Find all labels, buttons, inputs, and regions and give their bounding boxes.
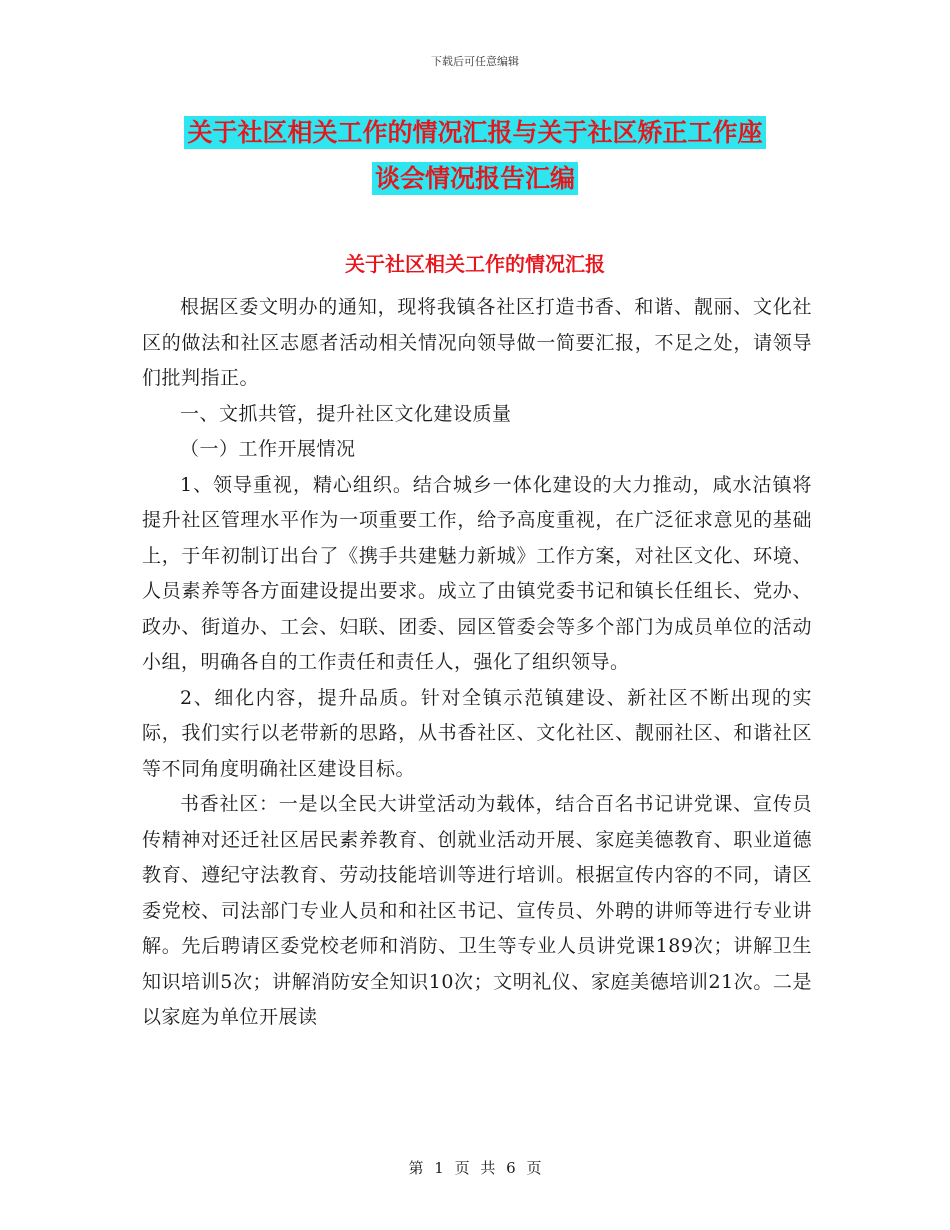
document-title-line-2: 谈会情况报告汇编 bbox=[372, 162, 578, 195]
document-body bbox=[142, 290, 812, 1036]
page-footer: 第 1 页 共 6 页 bbox=[408, 1159, 542, 1177]
paragraph: （一）工作开展情况 bbox=[180, 438, 356, 460]
document-title bbox=[0, 110, 950, 202]
paragraph: 2、细化内容，提升品质。针对全镇示范镇建设、新社区不断出现的实际，我们实行以老带新的思路，从书香社区、文化社区、靓丽社区、和谐社区等不同角度明确社区建设目标。 bbox=[142, 686, 812, 780]
paragraph: 根据区委文明办的通知，现将我镇各社区打造书香、和谐、靓丽、文化社区的做法和社区志愿者活动相关情况向领导做一简要汇报，不足之处，请领导们批判指正。 bbox=[142, 296, 812, 389]
header-note: 下载后可任意编辑 bbox=[431, 55, 519, 68]
section-title: 关于社区相关工作的情况汇报 bbox=[345, 252, 605, 276]
paragraph: 1、领导重视，精心组织。结合城乡一体化建设的大力推动，咸水沽镇将提升社区管理水平作为一项重要工作，给予高度重视，在广泛征求意见的基础上，于年初制订出台了《携手共建魅力新城》工作方案，对社区文化、环境、人员素养等各方面建设提出要求。成立了由镇党委书记和镇长任组长、党办、政办、街道办、工会、妇联、团委、园区管委会等多个部门为成员单位的活动小组，明确各自的工作责任和责任人，强化了组织领导。 bbox=[142, 473, 812, 673]
paragraph: 一、文抓共管，提升社区文化建设质量 bbox=[180, 402, 512, 425]
paragraph: 书香社区：一是以全民大讲堂活动为载体，结合百名书记讲党课、宣传员传精神对还迁社区居民素养教育、创就业活动开展、家庭美德教育、职业道德教育、遵纪守法教育、劳动技能培训等进行培训。根据宣传内容的不同，请区委党校、司法部门专业人员和和社区书记、宣传员、外聘的讲师等进行专业讲解。先后聘请区委党校老师和消防、卫生等专业人员讲党课189次；讲解卫生知识培训5次；讲解消防安全知识10次；文明礼仪、家庭美德培训21次。二是以家庭为单位开展读 bbox=[142, 793, 812, 1028]
document-title-line-1: 关于社区相关工作的情况汇报与关于社区矫正工作座 bbox=[184, 116, 765, 149]
